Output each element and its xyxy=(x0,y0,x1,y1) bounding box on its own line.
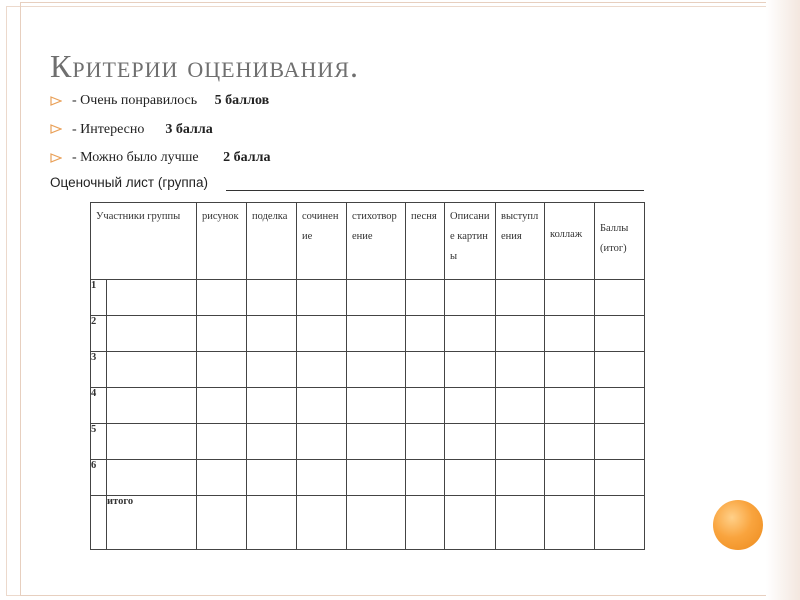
table-cell[interactable] xyxy=(347,388,406,424)
table-cell[interactable] xyxy=(107,388,197,424)
table-cell[interactable] xyxy=(445,316,496,352)
table-cell[interactable] xyxy=(545,496,595,550)
table-cell[interactable] xyxy=(247,424,297,460)
row-number: 1 xyxy=(91,280,107,316)
table-cell[interactable] xyxy=(595,352,645,388)
table-cell[interactable] xyxy=(406,316,445,352)
group-name-line xyxy=(226,190,644,191)
table-cell[interactable] xyxy=(445,388,496,424)
table-cell[interactable] xyxy=(595,460,645,496)
table-cell[interactable] xyxy=(406,352,445,388)
table-cell[interactable] xyxy=(107,424,197,460)
table-cell[interactable] xyxy=(297,424,347,460)
table-cell[interactable] xyxy=(107,316,197,352)
table-cell[interactable] xyxy=(347,280,406,316)
table-cell[interactable] xyxy=(445,424,496,460)
criteria-score: 5 баллов xyxy=(214,93,270,108)
table-cell[interactable] xyxy=(197,388,247,424)
criteria-list xyxy=(50,90,270,176)
table-cell[interactable] xyxy=(197,424,247,460)
slide-title: Критерии оценивания. xyxy=(50,48,359,84)
header-cell: выступления xyxy=(496,203,545,280)
row-number: 5 xyxy=(91,424,107,460)
evaluation-table xyxy=(90,202,645,550)
row-number xyxy=(91,496,107,550)
table-cell[interactable] xyxy=(107,460,197,496)
table-row xyxy=(91,460,645,496)
table-cell[interactable] xyxy=(496,424,545,460)
bullet-icon xyxy=(50,153,62,163)
table-cell[interactable] xyxy=(595,316,645,352)
table-cell[interactable] xyxy=(496,352,545,388)
table-total-row xyxy=(91,496,645,550)
header-cell: Описание картины xyxy=(445,203,496,280)
table-cell[interactable] xyxy=(445,352,496,388)
table-cell[interactable] xyxy=(197,460,247,496)
criteria-text: - Можно было лучше xyxy=(72,150,199,165)
table-cell[interactable] xyxy=(347,496,406,550)
table-row xyxy=(91,424,645,460)
table-cell[interactable] xyxy=(595,424,645,460)
table-cell[interactable] xyxy=(496,280,545,316)
table-cell[interactable] xyxy=(347,460,406,496)
table-cell[interactable] xyxy=(595,280,645,316)
row-number: 2 xyxy=(91,316,107,352)
table-cell[interactable] xyxy=(197,316,247,352)
table-cell[interactable] xyxy=(107,280,197,316)
table-cell[interactable] xyxy=(496,388,545,424)
table-row xyxy=(91,280,645,316)
bullet-icon xyxy=(50,124,62,134)
criteria-text: - Интересно xyxy=(72,121,145,137)
table-cell[interactable] xyxy=(247,352,297,388)
table-cell[interactable] xyxy=(595,496,645,550)
table-cell[interactable] xyxy=(197,352,247,388)
criteria-score: 2 балла xyxy=(223,150,271,165)
table-cell[interactable] xyxy=(545,424,595,460)
header-cell: песня xyxy=(406,203,445,280)
row-number: 6 xyxy=(91,460,107,496)
table-cell[interactable] xyxy=(545,280,595,316)
table-cell[interactable] xyxy=(247,496,297,550)
table-row xyxy=(91,388,645,424)
table-cell[interactable] xyxy=(545,352,595,388)
row-number: 4 xyxy=(91,388,107,424)
table-cell[interactable] xyxy=(445,280,496,316)
slide-right-gradient xyxy=(766,0,800,600)
bullet-icon xyxy=(50,96,62,106)
table-cell[interactable] xyxy=(347,352,406,388)
table-cell[interactable] xyxy=(545,460,595,496)
table-row xyxy=(91,316,645,352)
table-cell[interactable] xyxy=(496,460,545,496)
table-cell[interactable] xyxy=(297,460,347,496)
table-cell[interactable] xyxy=(545,388,595,424)
criteria-item xyxy=(50,90,270,119)
table-cell[interactable] xyxy=(197,496,247,550)
header-cell: поделка xyxy=(247,203,297,280)
header-cell: стихотворение xyxy=(347,203,406,280)
table-cell[interactable] xyxy=(406,460,445,496)
table-cell[interactable] xyxy=(595,388,645,424)
table-cell[interactable] xyxy=(545,316,595,352)
table-cell[interactable] xyxy=(247,316,297,352)
header-cell: коллаж xyxy=(545,203,595,280)
table-cell[interactable] xyxy=(445,460,496,496)
table-cell[interactable] xyxy=(247,460,297,496)
table-cell[interactable] xyxy=(297,388,347,424)
table-cell[interactable] xyxy=(406,280,445,316)
criteria-item xyxy=(50,119,270,148)
total-label: итого xyxy=(107,496,197,550)
table-cell[interactable] xyxy=(496,496,545,550)
header-cell: Участники группы xyxy=(91,203,197,280)
table-cell[interactable] xyxy=(247,388,297,424)
table-cell[interactable] xyxy=(406,496,445,550)
criteria-text: - Очень понравилось xyxy=(72,93,198,108)
table-cell[interactable] xyxy=(445,496,496,550)
table-cell[interactable] xyxy=(247,280,297,316)
table-cell[interactable] xyxy=(297,316,347,352)
table-cell[interactable] xyxy=(197,280,247,316)
table-cell[interactable] xyxy=(406,424,445,460)
orange-orb-icon xyxy=(713,500,763,550)
table-row xyxy=(91,352,645,388)
criteria-item xyxy=(50,147,270,176)
evaluation-sheet-label: Оценочный лист (группа) xyxy=(50,175,208,190)
table-cell[interactable] xyxy=(107,352,197,388)
criteria-score: 3 балла xyxy=(165,121,213,137)
table-cell[interactable] xyxy=(297,352,347,388)
table-cell[interactable] xyxy=(406,388,445,424)
header-cell: сочинение xyxy=(297,203,347,280)
table-cell[interactable] xyxy=(347,316,406,352)
table-header-row xyxy=(91,203,645,280)
header-cell: рисунок xyxy=(197,203,247,280)
table-cell[interactable] xyxy=(297,496,347,550)
row-number: 3 xyxy=(91,352,107,388)
table-cell[interactable] xyxy=(347,424,406,460)
table-cell[interactable] xyxy=(297,280,347,316)
header-cell: Баллы (итог) xyxy=(595,203,645,280)
table-cell[interactable] xyxy=(496,316,545,352)
